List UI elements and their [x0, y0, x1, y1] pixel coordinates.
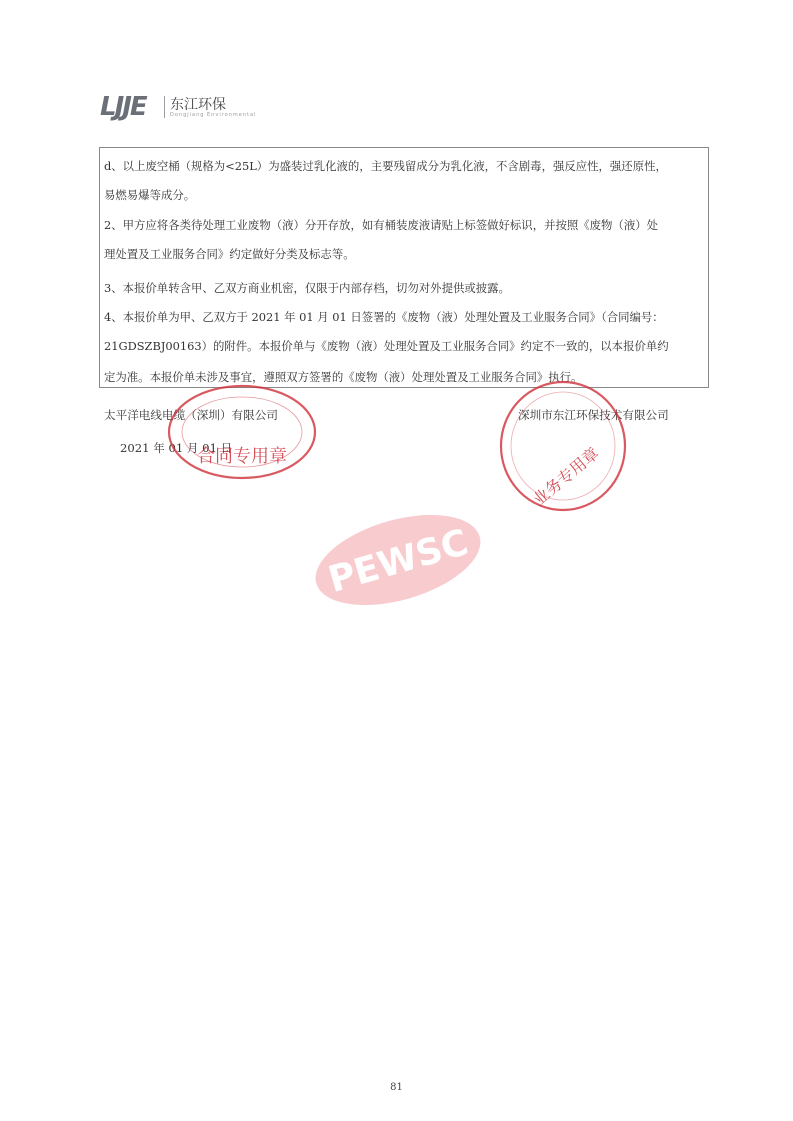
- seal-right-label: 业务专用章: [529, 443, 603, 510]
- logo-subtitle: Dongjiang Environmental: [170, 112, 257, 118]
- watermark-text: PEWSC: [324, 522, 473, 601]
- terms-line: 4、本报价单为甲、乙双方于 2021 年 01 月 01 日签署的《废物（液）处理处置及工业服务合同》（合同编号：: [104, 310, 664, 324]
- logo-mark: LJJE: [100, 92, 146, 122]
- terms-line: 易燃易爆等成分。: [104, 188, 196, 202]
- business-seal-right: [498, 378, 628, 514]
- terms-line: 21GDSZBJ00163）的附件。本报价单与《废物（液）处理处置及工业服务合同》约定不一致的，以本报价单约: [104, 339, 669, 353]
- contract-seal-left: [165, 382, 320, 482]
- terms-line: 3、本报价单转含甲、乙双方商业机密，仅限于内部存档，切勿对外提供或披露。: [104, 281, 510, 295]
- terms-line: 2、甲方应将各类待处理工业废物（液）分开存放，如有桶装废液请贴上标签做好标识，并按照《废物（液）处: [104, 218, 658, 232]
- page-number: 81: [390, 1082, 403, 1093]
- seal-left-label: 合同专用章: [197, 446, 287, 467]
- logo-name: 东江环保: [170, 97, 226, 113]
- signature-date: 2021 年 01 月 01 日: [120, 441, 233, 455]
- pewsc-watermark: [308, 515, 488, 605]
- party-a-name: 太平洋电线电缆（深圳）有限公司: [104, 408, 278, 422]
- logo-divider: [164, 96, 165, 118]
- terms-line: 定为准。本报价单未涉及事宜，遵照双方签署的《废物（液）处理处置及工业服务合同》执行。: [104, 370, 583, 384]
- terms-line: 理处置及工业服务合同》约定做好分类及标志等。: [104, 247, 355, 261]
- party-b-name: 深圳市东江环保技术有限公司: [518, 408, 669, 422]
- terms-line: d、以上废空桶（规格为<25L）为盛装过乳化液的，主要残留成分为乳化液，不含剧毒，强反应性，强还原性，: [104, 159, 667, 173]
